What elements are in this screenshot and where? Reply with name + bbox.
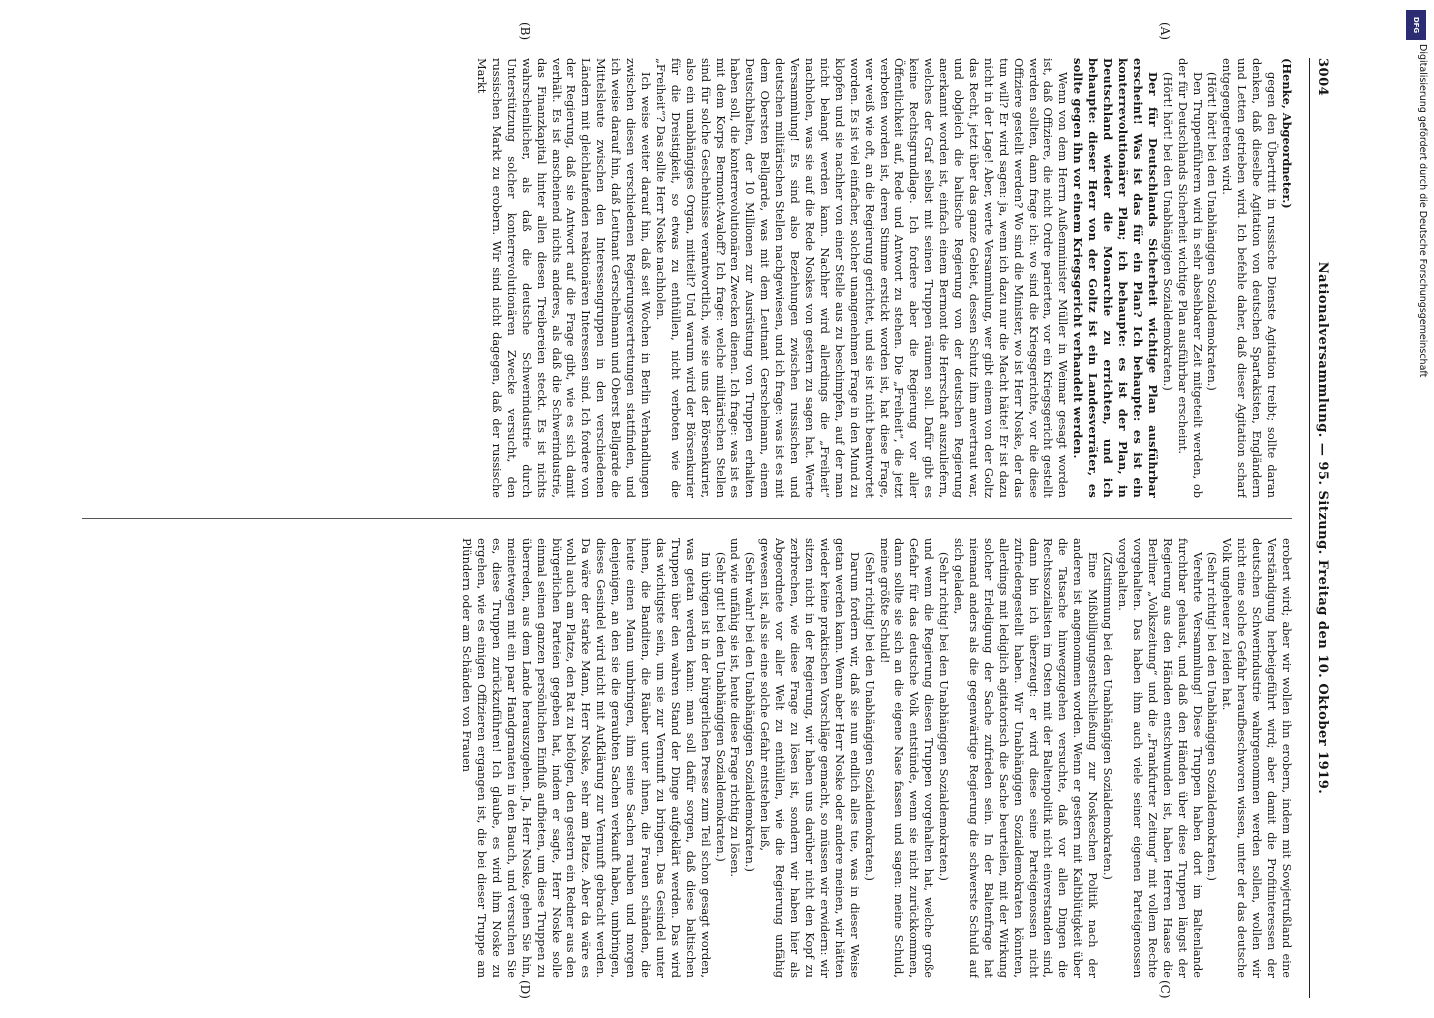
paragraph: Eine Mißbilligungsentschließung zur Noskeschen Politik nach der anderen ist angenommen worden. Wenn er gestern mit Kaltblütigkeit über die Tatsache hinwegzugehen versuchte, daß vor allen Dingen die Rechtssozialisten im Osten mit der Baltenpolitik nicht einverstanden sind, dann bin ich überzeugt: er wird diese seine Parteigenossen nicht zufriedengestellt haben. Wir Unabhängigen Sozialdemokraten könnten, allerdings mit lediglich agitatorisch die Sache beurteilen, mit der Wirkung solcher Erledigung der Sache zufrieden sein. In der Baltenfrage hat niemand anders als die gegenwärtige Regierung die schwerste Schuld auf sich geladen, bbox=[952, 538, 1101, 978]
dfg-logo bbox=[1406, 10, 1426, 40]
left-column bbox=[79, 58, 1294, 498]
paragraph: Wenn von dem Herrn Außenminister Müller in Weimar gesagt worden ist, daß Offiziere, die nicht Ordre parierten, vor ein Kriegsgericht gestellt werden sollten, dann frage ich: wo sind die Kriegsgerichte, vor die diese Offiziere gestellt werden? Wo sind die Minister, wo ist Herr Noske, der das tun will? Er wird sagen: ja, wenn ich dazu nur die Macht hätte! Er ist dazu nicht in der Lage! Aber, werte Versammlung, wer gibt einem von der Goltz das Recht, jetzt über das ganze Gebiet, dessen Schutz ihm anvertraut war, und obgleich die baltische Regierung von der deutschen Regierung anerkannt worden ist, einfach einem Bermont die Herrschaft auszuliefern, welches der Graf selbst mit seinen Truppen räumen soll. Dafür gibt es keine Rechtsgrundlage. Ich fordere aber die Regierung vor aller Öffentlichkeit auf, Rede und Antwort zu stehen. Die „Freiheit“, die jetzt verboten worden ist, deren Stimme erstickt worden ist, hat diese Frage, wer weiß wie oft, an die Regierung gerichtet, und sie ist nicht beantwortet worden. Es ist viel einfacher, solcher unangenehmen Frage in den Mund zu klopfen und sie nachher von einer Stelle aus zu beschimpfen, auf der man nicht belangt werden kann. Nachher wird allerdings die „Freiheit“ nachholen, was sie auf die Rede Noskes von gestern zu sagen hat. Werte Versammlung! Es sind also Beziehungen zwischen russischen und deutschen militärischen Stellen nachgewiesen, und ich frage: was ist es mit dem Obersten Bellgarde, was mit dem Leutnant Gerschelmann, einem Deutschbalten, der 10 Millionen zur Ausrüstung von Truppen erhalten haben soll, die konterrevolutionären Zwecken dienen. Ich frage: was ist es mit dem Korps Bermont-Avaloff? Ich frage: welche militärischen Stellen sind für solche Geschehnisse verantwortlich, wie sie uns der Börsenkurier, also ein unabhängiges Organ, mitteilt? Und warum wird der Börsenkurier für die Dreistigkeit, so etwas zu enthüllen, nicht verboten wie die „Freiheit“? Das sollte Herr Noske nachholen. bbox=[653, 58, 1071, 498]
margin-marker-d: (D) bbox=[518, 980, 532, 999]
column-divider bbox=[82, 518, 1292, 519]
paragraph: gegen den Übertritt in russische Dienste Agitation treibt; sollte daran denken, daß dieselbe Agitation von deutschen Spartakisten, Engländern und Letten getrieben wird. Ich befehle daher, daß dieser Agitation scharf entgegengetreten wird. bbox=[1220, 58, 1280, 498]
paragraph: Den Truppenführern wird in sehr absehbarer Zeit mitgeteilt werden, ob der für Deutschlands Sicherheit wichtige Plan ausführbar erscheint. bbox=[1175, 58, 1205, 498]
paragraph: und wie unfähig sie ist, heute diese Frage richtig zu lösen. bbox=[728, 538, 743, 878]
running-title: Nationalversammlung. — 95. Sitzung. Freitag den 10. Oktober 1919. bbox=[1315, 261, 1330, 795]
interjection: (Sehr richtig! bei den Unabhängigen Sozialdemokraten.) bbox=[1205, 552, 1220, 881]
interjection: (Hört! hört! bei den Unabhängigen Sozialdemokraten.) bbox=[1205, 72, 1220, 391]
paragraph: Der für Deutschlands Sicherheit wichtige Plan ausführbar erscheint! Was ist das für ein Plan? Ich behaupte: es ist ein konterrevolutionärer Plan; ich behaupte: es ist der Plan, in Deutschland wieder die Monarchie zu errichten, und ich behaupte: dieser Herr von der Goltz ist ein Landesverräter, es sollte gegen ihn vor einem Kriegsgericht verhandelt werden. bbox=[1071, 58, 1160, 498]
interjection: (Sehr richtig! bei den Unabhängigen Sozialdemokraten.) bbox=[862, 552, 877, 881]
interjection: (Sehr richtig! bei den Unabhängigen Sozialdemokraten.) bbox=[937, 552, 952, 881]
interjection: (Zustimmung bei den Unabhängigen Sozialdemokraten.) bbox=[1101, 552, 1116, 880]
paragraph: Im übrigen ist in der bürgerlichen Presse zum Teil schon gesagt worden, was getan werden kann: man soll dafür sorgen, daß diese baltischen Truppen über den wahren Stand der Dinge aufgeklärt werden. Das wird das wichtigste sein, um sie zur Vernunft zu bringen. Das Gesindel unter ihnen, die Banditen, die Räuber unter ihnen, die Frauen schänden, die heute einen Mann umbringen, ihm seine Sachen rauben und morgen denjenigen, an den sie die geraubten Sachen verkauft haben, umbringen, dieses Gesindel wird nicht mit Aufklärung zur Vernunft gebracht werden. Da wäre der starke Mann, Herr Noske, sehr am Platze. Aber da wäre es wohl auch am Platze, den Rat zu befolgen, den gestern ein Redner aus den bürgerlichen Parteien gegeben hat, indem er sagte, Herr Noske solle einmal seinen ganzen persönlichen Einfluß aufbieten, um diese Truppen zu überreden, aus dem Lande herauszugehen. Ja, Herr Noske, gehen Sie hin, meinetwegen mit ein paar Handgranaten in den Bauch, und versuchen Sie es, diese Truppen zurückzuführen! Ich glaube, es wird ihm Noske zu ergehen, wie es einigen Offizieren ergangen ist, die bei dieser Truppe am Plündern oder am Schänden von Frauen bbox=[460, 538, 713, 978]
page-number: 3004 bbox=[1315, 58, 1330, 97]
interjection: (Sehr gut! bei den Unabhängigen Sozialdemokraten.) bbox=[713, 552, 728, 862]
paragraph: erobert wird; aber wir wollen ihn erobern, indem mit Sowjetrußland eine Verständigung herbeigeführt wird; aber damit die Profitinteressen der deutschen Schwerindustrie wahrgenommen werden sollen, wollen wir nicht eine solche Gefahr heraufbeschworen wissen, unter der das deutsche Volk ungeheuer zu leiden hat. bbox=[1220, 538, 1294, 978]
paragraph: Darum fordern wir, daß sie nun endlich alles tue, was in dieser Weise getan werden kann. Wenn aber Herr Noske oder andere meinen, wir hätten wieder keine praktischen Vorschläge gemacht, so müssen wir erwidern: wir sitzen nicht in der Regierung, wir haben uns darüber nicht den Kopf zu zerbrechen, wie diese Frage zu lösen ist, sondern wir haben hier als Abgeordnete vor aller Welt zu enthüllen, wie die Regierung unfähig gewesen ist, als sie eine solche Gefahr entstehen ließ, bbox=[758, 538, 862, 978]
document-page bbox=[62, 18, 1372, 1018]
speaker-label: (Henke, Abgeordneter.) bbox=[1280, 58, 1294, 209]
margin-marker-b: (B) bbox=[518, 22, 532, 41]
header-rule bbox=[1309, 58, 1310, 998]
paragraph: Verehrte Versammlung! Diese Truppen haben dort im Baltenlande furchtbar gehaust, und daß den Händen über diese Truppen längst der Regierung aus den Händen entschwunden ist, haben Herren Haase die Berliner „Volkszeitung“ und die „Frankfurter Zeitung“ mit vollem Rechte vorgehalten. Das haben ihm auch viele seiner eigenen Parteigenossen vorgehalten. bbox=[1116, 538, 1205, 978]
interjection: (Sehr wahr! bei den Unabhängigen Sozialdemokraten.) bbox=[743, 552, 758, 872]
digitization-credit bbox=[1416, 44, 1428, 984]
running-header bbox=[1306, 58, 1332, 998]
digitization-credit-text: Digitalisierung gefördert durch die Deutsche Forschungsgemeinschaft bbox=[1417, 44, 1428, 378]
right-column bbox=[79, 538, 1294, 978]
interjection: (Hört! hört! bei den Unabhängigen Sozialdemokraten.) bbox=[1160, 72, 1175, 391]
paragraph: und wenn die Regierung diesen Truppen vorgehalten hat, welche große Gefahr für das deutsche Volk entstünde, wenn sie nicht zurückkommen, dann sollte sie sich an die eigene Nase fassen und sagen: meine Schuld, meine größte Schuld! bbox=[877, 538, 937, 978]
dfg-logo-text: DFG bbox=[1412, 16, 1420, 34]
paragraph: Ich weise weiter darauf hin, daß seit Wochen in Berlin Verhandlungen zwischen diesen verschiedenen Regierungsvertretungen stattfinden, und ich weise darauf hin, daß Leutnant Gerschelmann und Oberst Bellgarde die Mittelsleute zwischen den Interessengruppen in den verschiedenen Ländern mit gleichlaufenden reaktionären Interessen sind. Ich fordere von der Regierung, daß sie Antwort auf die Frage gibt, wie es sich damit verhält. Es ist anscheinend nichts anderes, als daß die Schwerindustrie, das Finanzkapital hinter allen diesen Treibereien steckt. Es ist nichts wahrscheinlicher, als daß die deutsche Schwerindustrie durch Unterstützung solcher konterrevolutionären Zwecke versucht, den russischen Markt zu erobern. Wir sind nicht dagegen, daß der russische Markt bbox=[475, 58, 654, 498]
margin-marker-c: (C) bbox=[1158, 980, 1172, 999]
margin-marker-a: (A) bbox=[1158, 22, 1172, 41]
